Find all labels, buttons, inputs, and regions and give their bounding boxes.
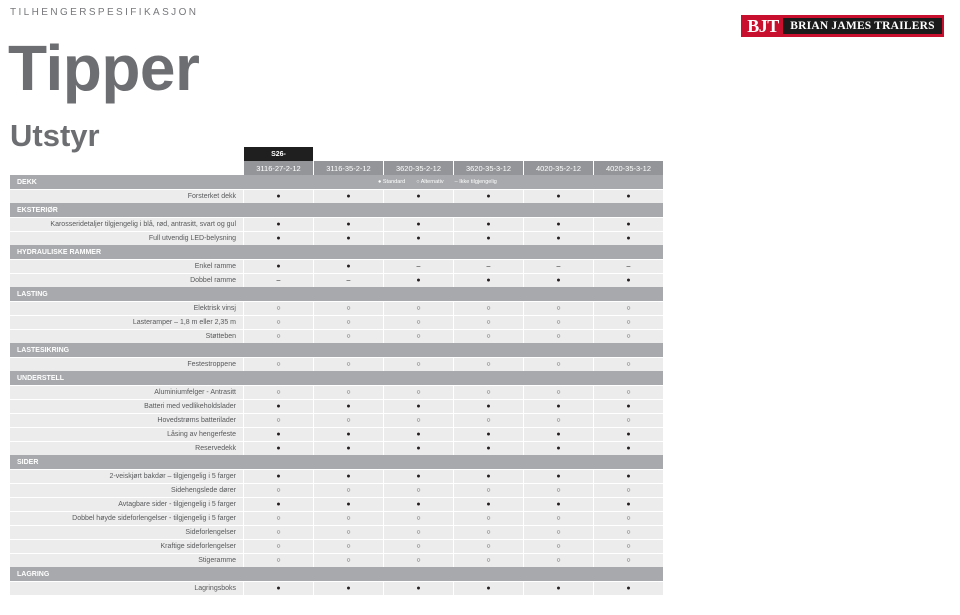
availability-cell: ● xyxy=(243,232,313,245)
availability-cell: ● xyxy=(523,218,593,231)
section-header xyxy=(10,245,663,259)
feature-label: Forsterket dekk xyxy=(187,193,236,200)
section-header xyxy=(10,343,663,357)
availability-cell: ● xyxy=(593,400,663,413)
table-row xyxy=(10,427,663,441)
availability-cell: ○ xyxy=(383,526,453,539)
section-header xyxy=(10,371,663,385)
availability-cell: ● xyxy=(593,190,663,203)
availability-cell: ● xyxy=(313,260,383,273)
availability-cell: ● xyxy=(243,582,313,595)
equipment-table xyxy=(10,147,663,595)
availability-cell: ● xyxy=(313,428,383,441)
availability-cell: ○ xyxy=(453,540,523,553)
availability-cell: ● xyxy=(593,442,663,455)
section-label: DEKK xyxy=(17,178,37,186)
availability-cell: ● xyxy=(593,232,663,245)
availability-cell: ○ xyxy=(453,414,523,427)
document-kicker: TILHENGERSPESIFIKASJON xyxy=(10,7,199,18)
brand-logo xyxy=(741,15,944,37)
availability-cell: ○ xyxy=(453,386,523,399)
availability-cell: ● xyxy=(593,498,663,511)
availability-cell: ● xyxy=(453,218,523,231)
feature-label: Avtagbare sider - tilgjengelig i 5 farger xyxy=(118,501,236,508)
availability-cell: ● xyxy=(523,498,593,511)
availability-cell: ○ xyxy=(523,512,593,525)
series-tag: S26- xyxy=(243,147,313,161)
series-tag-row xyxy=(10,147,663,161)
logo-name: BRIAN JAMES TRAILERS xyxy=(783,18,942,34)
feature-label: Sideforlengelser xyxy=(185,529,236,536)
availability-cell: ● xyxy=(453,498,523,511)
table-row xyxy=(10,259,663,273)
availability-cell: ● xyxy=(243,442,313,455)
availability-cell: ○ xyxy=(593,386,663,399)
availability-cell: ○ xyxy=(453,484,523,497)
availability-cell: ○ xyxy=(243,316,313,329)
feature-label: Lagringsboks xyxy=(194,585,236,592)
availability-cell: ○ xyxy=(383,540,453,553)
availability-cell: ● xyxy=(523,442,593,455)
legend xyxy=(378,175,508,189)
availability-cell: ○ xyxy=(243,554,313,567)
section-label: LASTESIKRING xyxy=(17,346,70,354)
availability-cell: ● xyxy=(593,218,663,231)
availability-cell: ○ xyxy=(243,526,313,539)
feature-label: Aluminiumfelger - Antrasitt xyxy=(154,389,236,396)
feature-label: Støtteben xyxy=(205,333,236,340)
table-row xyxy=(10,553,663,567)
section-label: LASTING xyxy=(17,290,48,298)
availability-cell: ● xyxy=(243,400,313,413)
feature-label: 2-veiskjørt bakdør – tilgjengelig i 5 farger xyxy=(109,473,236,480)
availability-cell: ○ xyxy=(523,358,593,371)
availability-cell: ○ xyxy=(243,386,313,399)
model-header: 3620-35-3-12 xyxy=(453,161,523,175)
availability-cell: ● xyxy=(593,470,663,483)
availability-cell: ○ xyxy=(313,484,383,497)
availability-cell: ○ xyxy=(593,484,663,497)
table-row xyxy=(10,413,663,427)
availability-cell: ○ xyxy=(313,512,383,525)
availability-cell: ○ xyxy=(383,386,453,399)
availability-cell: ● xyxy=(453,400,523,413)
availability-cell: ● xyxy=(383,442,453,455)
feature-label: Hovedstrøms batterilader xyxy=(157,417,236,424)
availability-cell: ● xyxy=(383,190,453,203)
feature-label: Enkel ramme xyxy=(194,263,236,270)
availability-cell: – xyxy=(523,260,593,273)
availability-cell: ○ xyxy=(383,484,453,497)
table-row xyxy=(10,441,663,455)
availability-cell: ○ xyxy=(243,512,313,525)
availability-cell: ● xyxy=(313,470,383,483)
availability-cell: ○ xyxy=(593,512,663,525)
table-row xyxy=(10,483,663,497)
availability-cell: ○ xyxy=(523,316,593,329)
table-row xyxy=(10,469,663,483)
availability-cell: ○ xyxy=(593,526,663,539)
availability-cell: ● xyxy=(523,400,593,413)
feature-label: Lasteramper – 1,8 m eller 2,35 m xyxy=(132,319,236,326)
availability-cell: ○ xyxy=(243,484,313,497)
feature-label: Låsing av hengerfeste xyxy=(167,431,236,438)
feature-label: Batteri med vedlikeholdslader xyxy=(144,403,236,410)
page-title: Tipper xyxy=(8,32,200,104)
availability-cell: ● xyxy=(313,498,383,511)
table-row xyxy=(10,189,663,203)
section-label: HYDRAULISKE RAMMER xyxy=(17,248,101,256)
availability-cell: ● xyxy=(453,582,523,595)
availability-cell: ○ xyxy=(593,414,663,427)
availability-cell: – xyxy=(243,274,313,287)
feature-label: Dobbel høyde sideforlengelser - tilgjengelig i 5 farger xyxy=(72,515,236,522)
availability-cell: ● xyxy=(453,232,523,245)
availability-cell: ○ xyxy=(313,414,383,427)
availability-cell: ○ xyxy=(523,554,593,567)
availability-cell: ○ xyxy=(593,330,663,343)
availability-cell: ○ xyxy=(383,316,453,329)
availability-cell: ● xyxy=(523,232,593,245)
availability-cell: ○ xyxy=(523,526,593,539)
availability-cell: ○ xyxy=(453,512,523,525)
availability-cell: ● xyxy=(243,260,313,273)
availability-cell: ○ xyxy=(593,540,663,553)
model-header: 3620-35-2-12 xyxy=(383,161,453,175)
table-row xyxy=(10,357,663,371)
availability-cell: ● xyxy=(383,582,453,595)
availability-cell: ○ xyxy=(383,554,453,567)
section-header xyxy=(10,455,663,469)
availability-cell: ○ xyxy=(593,358,663,371)
availability-cell: ● xyxy=(243,218,313,231)
availability-cell: ● xyxy=(523,582,593,595)
availability-cell: ● xyxy=(243,190,313,203)
table-row xyxy=(10,497,663,511)
availability-cell: ○ xyxy=(453,330,523,343)
availability-cell: ○ xyxy=(523,330,593,343)
availability-cell: ● xyxy=(523,470,593,483)
availability-cell: ● xyxy=(313,190,383,203)
model-header: 3116-27-2-12 xyxy=(243,161,313,175)
feature-label: Stigeramme xyxy=(198,557,236,564)
table-row xyxy=(10,273,663,287)
availability-cell: ○ xyxy=(453,302,523,315)
availability-cell: ● xyxy=(383,274,453,287)
availability-cell: ○ xyxy=(313,526,383,539)
availability-cell: ● xyxy=(383,232,453,245)
table-row xyxy=(10,329,663,343)
legend-alternative: ○ Alternativ xyxy=(416,179,444,185)
availability-cell: ● xyxy=(383,218,453,231)
availability-cell: ● xyxy=(383,498,453,511)
availability-cell: ● xyxy=(313,400,383,413)
availability-cell: ○ xyxy=(453,358,523,371)
availability-cell: ○ xyxy=(383,330,453,343)
section-header xyxy=(10,287,663,301)
availability-cell: ● xyxy=(383,428,453,441)
availability-cell: ● xyxy=(523,190,593,203)
availability-cell: ● xyxy=(243,470,313,483)
table-row xyxy=(10,385,663,399)
availability-cell: ○ xyxy=(313,540,383,553)
availability-cell: ● xyxy=(313,582,383,595)
table-row xyxy=(10,539,663,553)
availability-cell: ○ xyxy=(383,414,453,427)
availability-cell: ○ xyxy=(383,302,453,315)
availability-cell: ○ xyxy=(313,316,383,329)
availability-cell: ○ xyxy=(313,386,383,399)
model-header: 4020-35-2-12 xyxy=(523,161,593,175)
availability-cell: ○ xyxy=(523,414,593,427)
section-label: UNDERSTELL xyxy=(17,374,65,382)
availability-cell: ● xyxy=(523,274,593,287)
availability-cell: ● xyxy=(313,232,383,245)
availability-cell: ● xyxy=(453,274,523,287)
availability-cell: ● xyxy=(593,582,663,595)
model-header-row xyxy=(10,161,663,175)
availability-cell: ● xyxy=(453,428,523,441)
feature-label: Karosseridetaljer tilgjengelig i blå, rød, antrasitt, svart og gul xyxy=(50,221,236,228)
availability-cell: ● xyxy=(243,498,313,511)
logo-mark: BJT xyxy=(747,15,779,36)
availability-cell: ● xyxy=(453,190,523,203)
feature-label: Kraftige sideforlengelser xyxy=(160,543,236,550)
legend-standard: ● Standard xyxy=(378,179,406,185)
availability-cell: ○ xyxy=(593,302,663,315)
table-row xyxy=(10,231,663,245)
availability-cell: ● xyxy=(243,428,313,441)
availability-cell: ● xyxy=(313,218,383,231)
availability-cell: ○ xyxy=(313,358,383,371)
availability-cell: ○ xyxy=(243,414,313,427)
availability-cell: ○ xyxy=(453,554,523,567)
table-row xyxy=(10,301,663,315)
legend-not-available: – Ikke tilgjengelig xyxy=(454,179,497,185)
availability-cell: ○ xyxy=(523,302,593,315)
table-row xyxy=(10,217,663,231)
availability-cell: ○ xyxy=(313,330,383,343)
section-label: LAGRING xyxy=(17,570,50,578)
availability-cell: ● xyxy=(383,400,453,413)
availability-cell: ○ xyxy=(243,302,313,315)
availability-cell: ○ xyxy=(243,358,313,371)
availability-cell: ● xyxy=(453,442,523,455)
section-title: Utstyr xyxy=(10,118,100,153)
section-header xyxy=(10,203,663,217)
table-row xyxy=(10,525,663,539)
availability-cell: ○ xyxy=(383,512,453,525)
availability-cell: – xyxy=(593,260,663,273)
availability-cell: ● xyxy=(313,442,383,455)
feature-label: Full utvendig LED-belysning xyxy=(148,235,236,242)
availability-cell: ● xyxy=(453,470,523,483)
model-header: 4020-35-3-12 xyxy=(593,161,663,175)
feature-label: Elektrisk vinsj xyxy=(193,305,236,312)
section-header xyxy=(10,175,663,189)
availability-cell: ○ xyxy=(243,330,313,343)
availability-cell: ○ xyxy=(593,554,663,567)
availability-cell: ○ xyxy=(243,540,313,553)
availability-cell: ● xyxy=(593,428,663,441)
availability-cell: ○ xyxy=(593,316,663,329)
availability-cell: – xyxy=(313,274,383,287)
availability-cell: ○ xyxy=(313,302,383,315)
availability-cell: – xyxy=(453,260,523,273)
availability-cell: ○ xyxy=(453,526,523,539)
availability-cell: ○ xyxy=(523,484,593,497)
section-header xyxy=(10,567,663,581)
availability-cell: ○ xyxy=(523,386,593,399)
feature-label: Festestroppene xyxy=(187,361,236,368)
feature-label: Sidehengslede dører xyxy=(171,487,236,494)
table-row xyxy=(10,581,663,595)
availability-cell: ● xyxy=(593,274,663,287)
availability-cell: ○ xyxy=(523,540,593,553)
feature-label: Reservedekk xyxy=(195,445,236,452)
table-row xyxy=(10,315,663,329)
feature-label: Dobbel ramme xyxy=(190,277,236,284)
availability-cell: – xyxy=(383,260,453,273)
availability-cell: ○ xyxy=(383,358,453,371)
model-header: 3116-35-2-12 xyxy=(313,161,383,175)
availability-cell: ● xyxy=(523,428,593,441)
availability-cell: ○ xyxy=(453,316,523,329)
availability-cell: ○ xyxy=(313,554,383,567)
section-label: SIDER xyxy=(17,458,39,466)
table-row xyxy=(10,399,663,413)
section-label: EKSTERIØR xyxy=(17,206,58,214)
availability-cell: ● xyxy=(383,470,453,483)
table-row xyxy=(10,511,663,525)
